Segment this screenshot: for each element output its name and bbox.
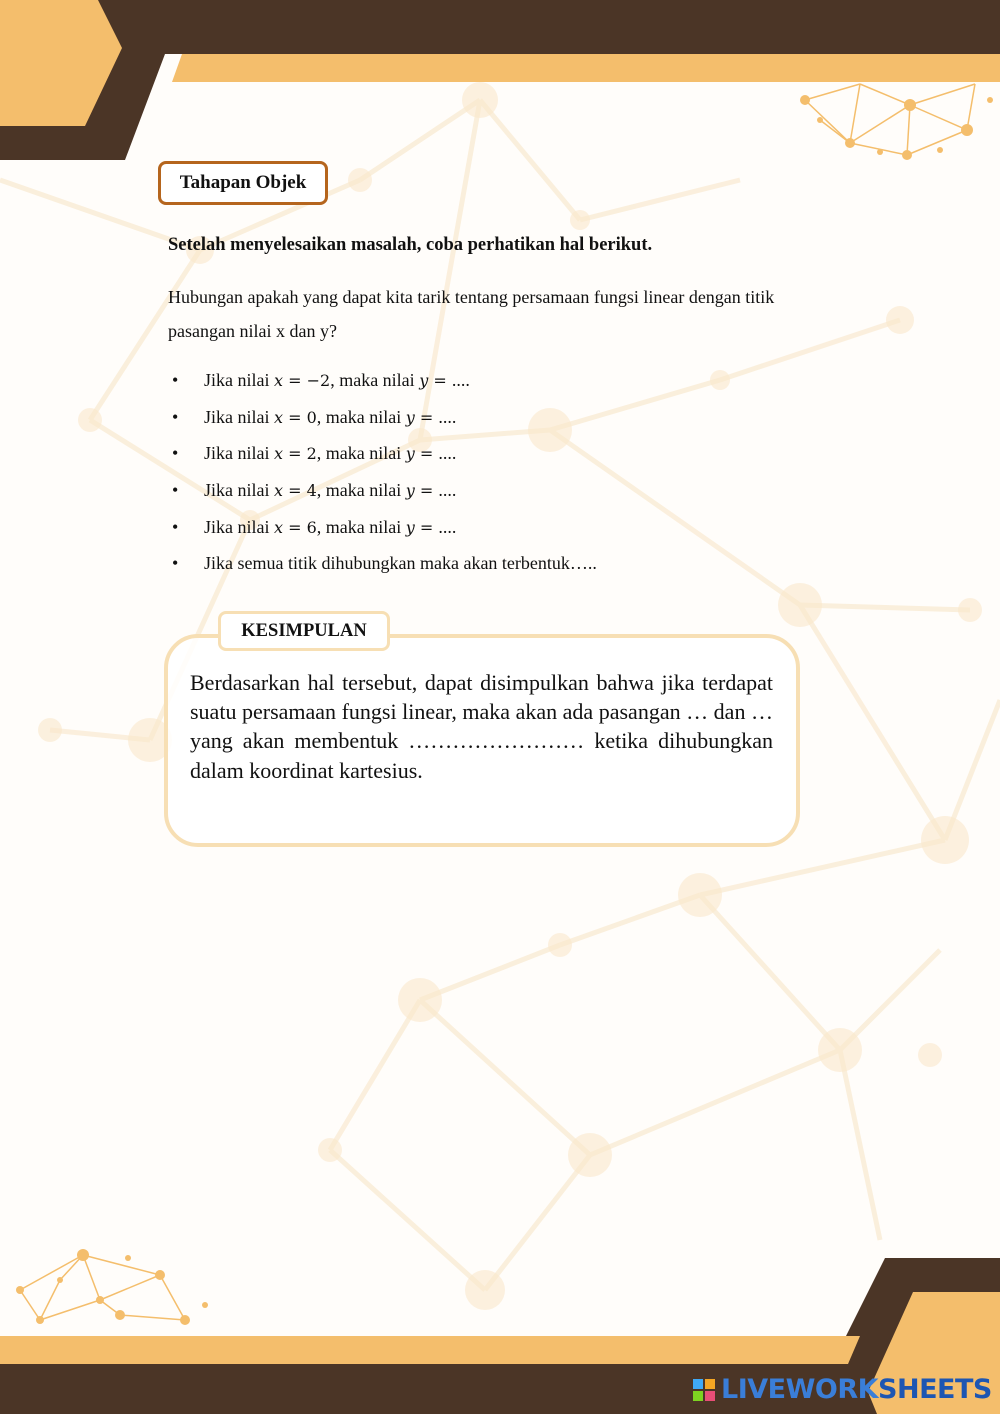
conclusion-text: Berdasarkan hal tersebut, dapat disimpulkan bahwa jika terdapat suatu persamaan fungsi linear, maka akan ada pasangan … dan … yang akan membentuk …………………… ketika dihubungkan dalam koordinat kartesius. xyxy=(190,670,773,783)
list-item: • Jika nilai 𝑥 = 4, maka nilai 𝑦 = .... xyxy=(168,472,828,509)
section-title xyxy=(158,161,328,205)
intro-question: Hubungan apakah yang dapat kita tarik tentang persamaan fungsi linear dengan titik pasangan nilai x dan y? xyxy=(168,287,775,341)
list-item: • Jika nilai 𝑥 = 6, maka nilai 𝑦 = .... xyxy=(168,509,828,546)
liveworksheets-logo xyxy=(693,1374,992,1405)
logo-text: LIVEWORKSHEETS xyxy=(721,1374,992,1405)
logo-grid-icon xyxy=(693,1379,715,1401)
list-item: • Jika semua titik dihubungkan maka akan terbentuk….. xyxy=(168,545,828,582)
bullet-list xyxy=(168,362,828,582)
conclusion-label: KESIMPULAN xyxy=(218,611,390,651)
section-title-label: Tahapan Objek xyxy=(179,172,307,193)
list-item: • Jika nilai 𝑥 = −2, maka nilai 𝑦 = .... xyxy=(168,362,828,399)
subheading: Setelah menyelesaikan masalah, coba perhatikan hal berikut. xyxy=(168,235,653,255)
list-item: • Jika nilai 𝑥 = 0, maka nilai 𝑦 = .... xyxy=(168,399,828,436)
list-item: • Jika nilai 𝑥 = 2, maka nilai 𝑦 = .... xyxy=(168,435,828,472)
